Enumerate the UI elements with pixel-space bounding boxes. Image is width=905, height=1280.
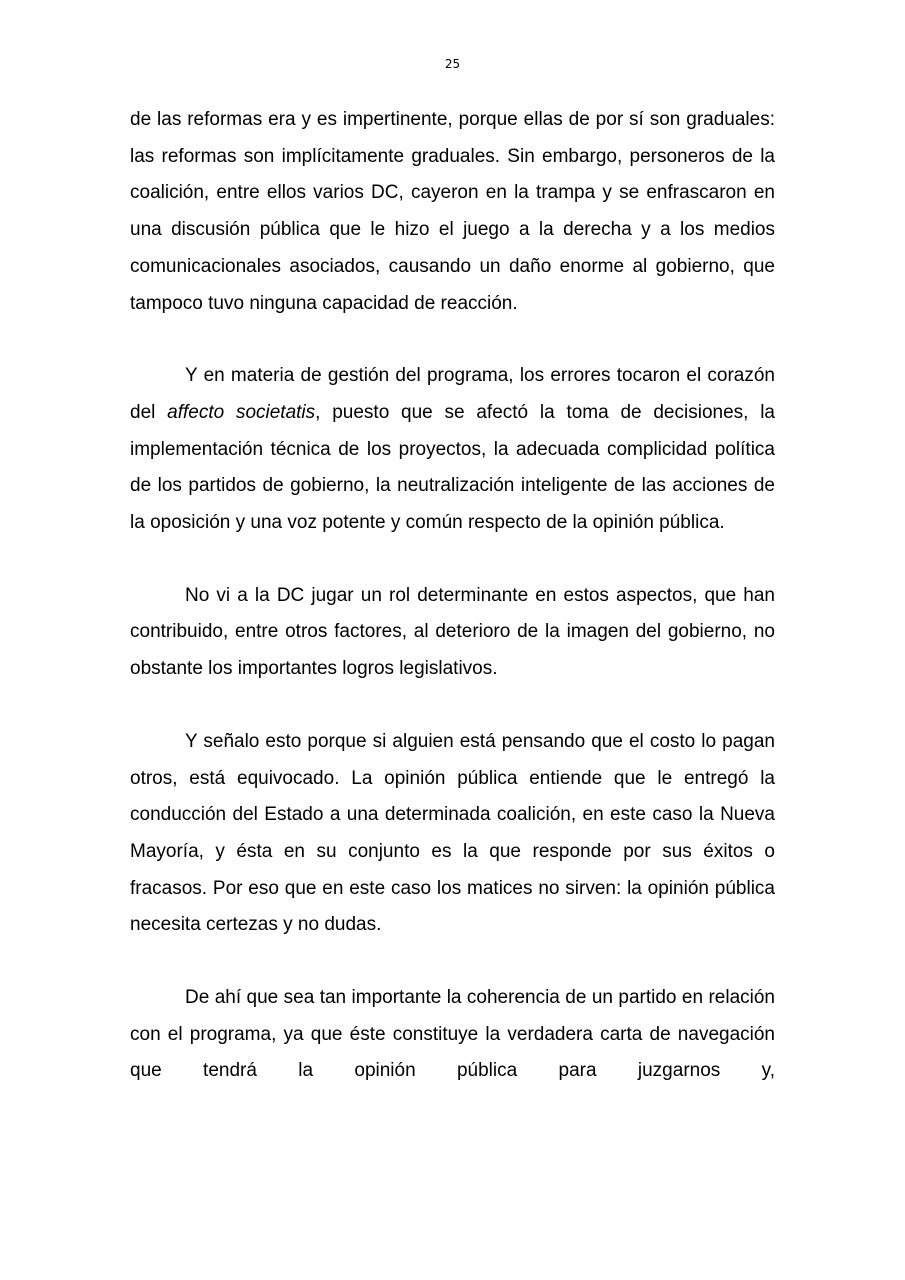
paragraph-4: Y señalo esto porque si alguien está pensando que el costo lo pagan otros, está equivocado. La opinión pública entiende que le entregó la conducción del Estado a una determinada coalición, en este caso la Nueva Mayoría, y ésta en su conjunto es la que responde por sus éxitos o fracasos. Por eso que en este caso los matices no sirven: la opinión pública necesita certezas y no dudas. [130, 730, 775, 936]
page-number: 25 [444, 57, 461, 71]
paragraph-2 [130, 358, 775, 542]
paragraph-2-lead: Y en materia de gestión del programa, los errores tocaron el corazón del [130, 365, 775, 423]
latin-term: affecto societatis [167, 401, 316, 423]
paragraph-5: De ahí que sea tan importante la coherencia de un partido en relación con el programa, ya que éste constituye la verdadera carta de navegación que tendrá la opinión pública para juzgarnos y, [130, 987, 775, 1082]
paragraph-3: No vi a la DC jugar un rol determinante en estos aspectos, que han contribuido, entre otros factores, al deterioro de la imagen del gobierno, no obstante los importantes logros legislativos. [130, 584, 775, 680]
paragraph-1: de las reformas era y es impertinente, porque ellas de por sí son graduales: las reformas son implícitamente graduales. Sin embargo, personeros de la coalición, entre ellos varios DC, cayeron en la trampa y se enfrascaron en una discusión pública que le hizo el juego a la derecha y a los medios comunicacionales asociados, causando un daño enorme al gobierno, que tampoco tuvo ninguna capacidad de reacción. [130, 109, 775, 314]
paragraph-2-rest: , puesto que se afectó la toma de decisiones, la implementación técnica de los proyectos, la adecuada complicidad política de los partidos de gobierno, la neutralización inteligente de las acciones de la oposición y una voz potente y común respecto de la opinión pública. [130, 401, 775, 534]
body-text [130, 102, 775, 1090]
